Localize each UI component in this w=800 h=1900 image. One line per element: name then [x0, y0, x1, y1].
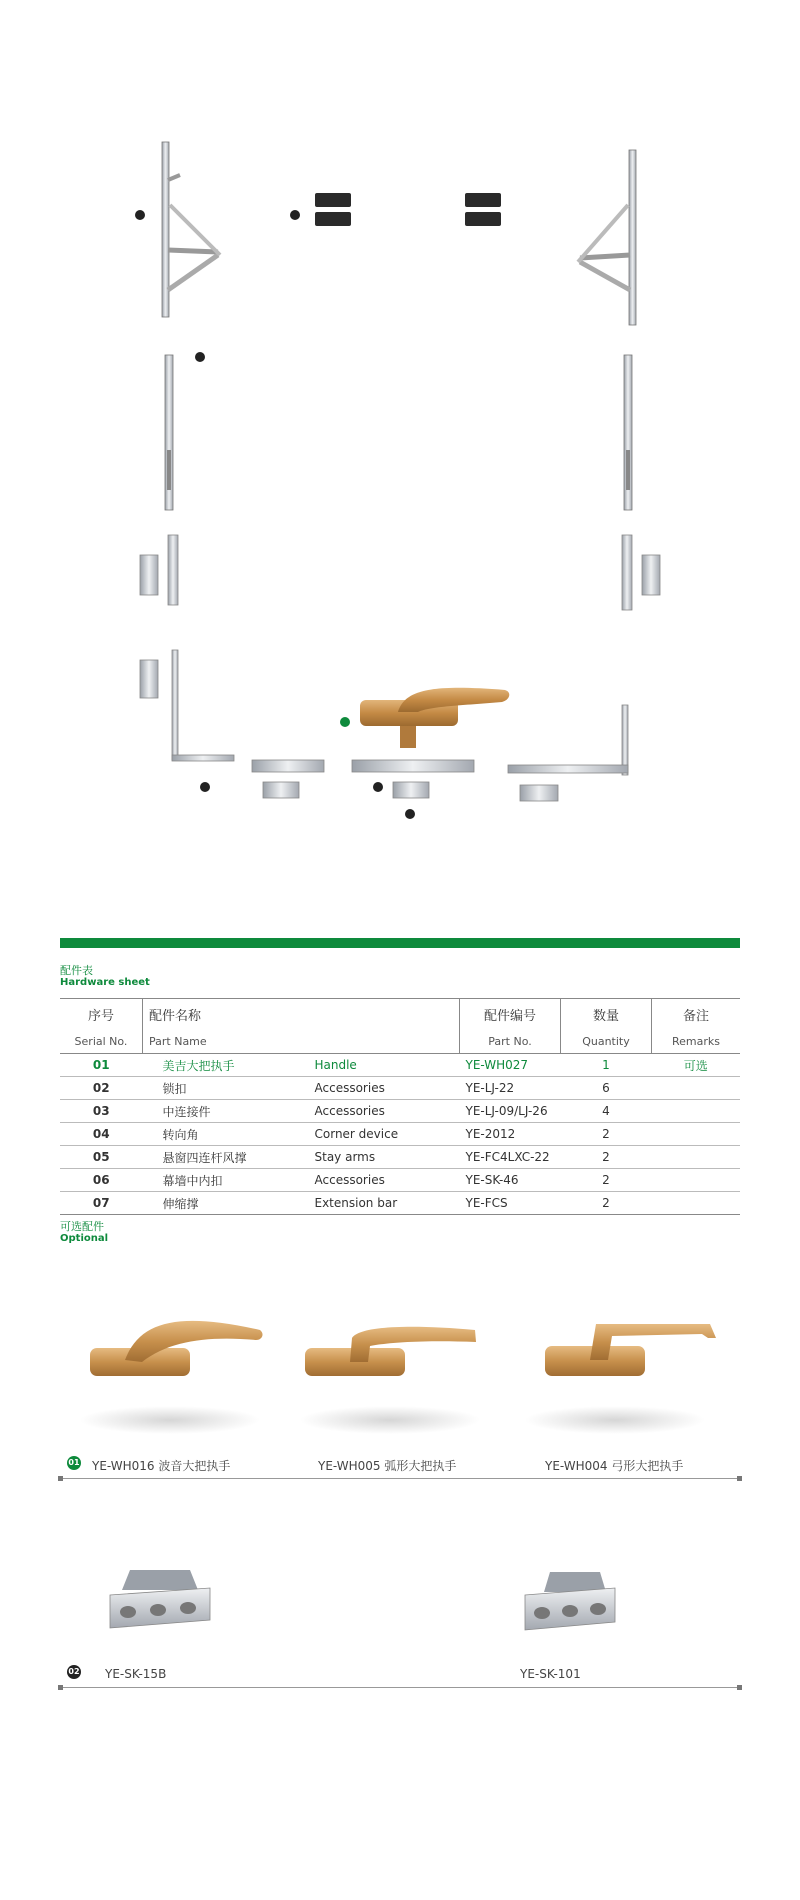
row-qty: 2: [561, 1192, 652, 1215]
row-name-en: Handle: [309, 1054, 460, 1077]
row-name-en: Accessories: [309, 1100, 460, 1123]
header-serial-cn: 序号: [60, 999, 143, 1030]
optional-handles-svg: [60, 1290, 740, 1450]
extension-bar-icon: [165, 355, 632, 510]
optional-keepers-svg: [60, 1560, 740, 1660]
header-remarks-cn: 备注: [652, 999, 741, 1030]
row-serial: 01: [60, 1054, 143, 1077]
optional-handles: [60, 1290, 740, 1450]
header-name-en: Part Name: [143, 1029, 460, 1054]
header-qty-cn: 数量: [561, 999, 652, 1030]
header-qty-en: Quantity: [561, 1029, 652, 1054]
hardware-diagram: [0, 0, 800, 900]
optional-keepers: [60, 1560, 740, 1660]
row-part-no: YE-LJ-09/LJ-26: [460, 1100, 561, 1123]
header-partno-cn: 配件编号: [460, 999, 561, 1030]
row-remarks: [652, 1192, 741, 1215]
row-name-en: Accessories: [309, 1169, 460, 1192]
optional-item-caption: YE-WH004 弓形大把执手: [545, 1459, 684, 1473]
stay-arm-icon: [162, 142, 220, 317]
optional-item-caption: YE-WH016 波音大把执手: [92, 1459, 231, 1473]
optional-title-cn: 可选配件: [60, 1220, 104, 1233]
hardware-sheet-title-en: Hardware sheet: [60, 977, 150, 988]
row-qty: 2: [561, 1123, 652, 1146]
table-header-row-cn: [60, 999, 740, 1030]
row-remarks: [652, 1146, 741, 1169]
row-name-cn: 美吉大把执手: [143, 1054, 309, 1077]
row-name-en: Extension bar: [309, 1192, 460, 1215]
row-part-no: YE-LJ-22: [460, 1077, 561, 1100]
row-name-cn: 幕墙中内扣: [143, 1169, 309, 1192]
row-qty: 1: [561, 1054, 652, 1077]
row-qty: 2: [561, 1146, 652, 1169]
lock-keeper-icon: [110, 1570, 210, 1628]
row-name-en: Corner device: [309, 1123, 460, 1146]
row-name-en: Accessories: [309, 1077, 460, 1100]
row-qty: 2: [561, 1169, 652, 1192]
row-qty: 6: [561, 1077, 652, 1100]
row-name-cn: 锁扣: [143, 1077, 309, 1100]
row-serial: 02: [60, 1077, 143, 1100]
lock-bar-icon: [252, 760, 474, 798]
row-qty: 4: [561, 1100, 652, 1123]
stay-arm-icon: [578, 150, 636, 325]
table-row: [60, 1077, 740, 1100]
optional-group-1-rule: [60, 1478, 740, 1479]
section-divider: [60, 938, 740, 948]
table-row: [60, 1100, 740, 1123]
row-name-cn: 转向角: [143, 1123, 309, 1146]
table-row: [60, 1123, 740, 1146]
connector-icon: [140, 535, 660, 610]
row-serial: 07: [60, 1192, 143, 1215]
lock-keeper-icon: [315, 193, 501, 226]
hardware-table: [60, 998, 740, 1215]
lock-keeper-icon: [525, 1572, 615, 1630]
row-name-cn: 中连接件: [143, 1100, 309, 1123]
table-row: [60, 1192, 740, 1215]
header-name-cn: 配件名称: [143, 999, 460, 1030]
row-remarks: [652, 1100, 741, 1123]
row-name-cn: 伸缩撑: [143, 1192, 309, 1215]
row-serial: 03: [60, 1100, 143, 1123]
row-serial: 04: [60, 1123, 143, 1146]
row-part-no: YE-SK-46: [460, 1169, 561, 1192]
row-name-en: Stay arms: [309, 1146, 460, 1169]
row-serial: 05: [60, 1146, 143, 1169]
table-header-row-en: [60, 1029, 740, 1054]
header-serial-en: Serial No.: [60, 1029, 143, 1054]
row-part-no: YE-FCS: [460, 1192, 561, 1215]
handle-icon: [525, 1324, 716, 1434]
optional-item-caption: YE-SK-15B: [105, 1667, 167, 1681]
row-remarks: [652, 1077, 741, 1100]
table-row: [60, 1169, 740, 1192]
optional-title-en: Optional: [60, 1233, 109, 1244]
optional-group-2-rule: [60, 1687, 740, 1688]
table-row: [60, 1146, 740, 1169]
row-name-cn: 悬窗四连杆风撑: [143, 1146, 309, 1169]
hardware-sheet-title-cn: 配件表: [60, 964, 93, 977]
row-remarks: [652, 1123, 741, 1146]
handle-icon: [360, 688, 509, 748]
handle-icon: [300, 1327, 480, 1434]
hardware-diagram-svg: [0, 0, 800, 900]
row-part-no: YE-WH027: [460, 1054, 561, 1077]
row-part-no: YE-FC4LXC-22: [460, 1146, 561, 1169]
optional-item-caption: YE-WH005 弧形大把执手: [318, 1459, 457, 1473]
row-remarks: [652, 1169, 741, 1192]
table-row: [60, 1054, 740, 1077]
header-partno-en: Part No.: [460, 1029, 561, 1054]
header-remarks-en: Remarks: [652, 1029, 741, 1054]
optional-group-1-badge: 01: [67, 1456, 81, 1470]
handle-icon: [80, 1321, 263, 1434]
row-part-no: YE-2012: [460, 1123, 561, 1146]
optional-group-2-badge: 02: [67, 1665, 81, 1679]
row-serial: 06: [60, 1169, 143, 1192]
optional-item-caption: YE-SK-101: [520, 1667, 581, 1681]
row-remarks: 可选: [652, 1054, 741, 1077]
